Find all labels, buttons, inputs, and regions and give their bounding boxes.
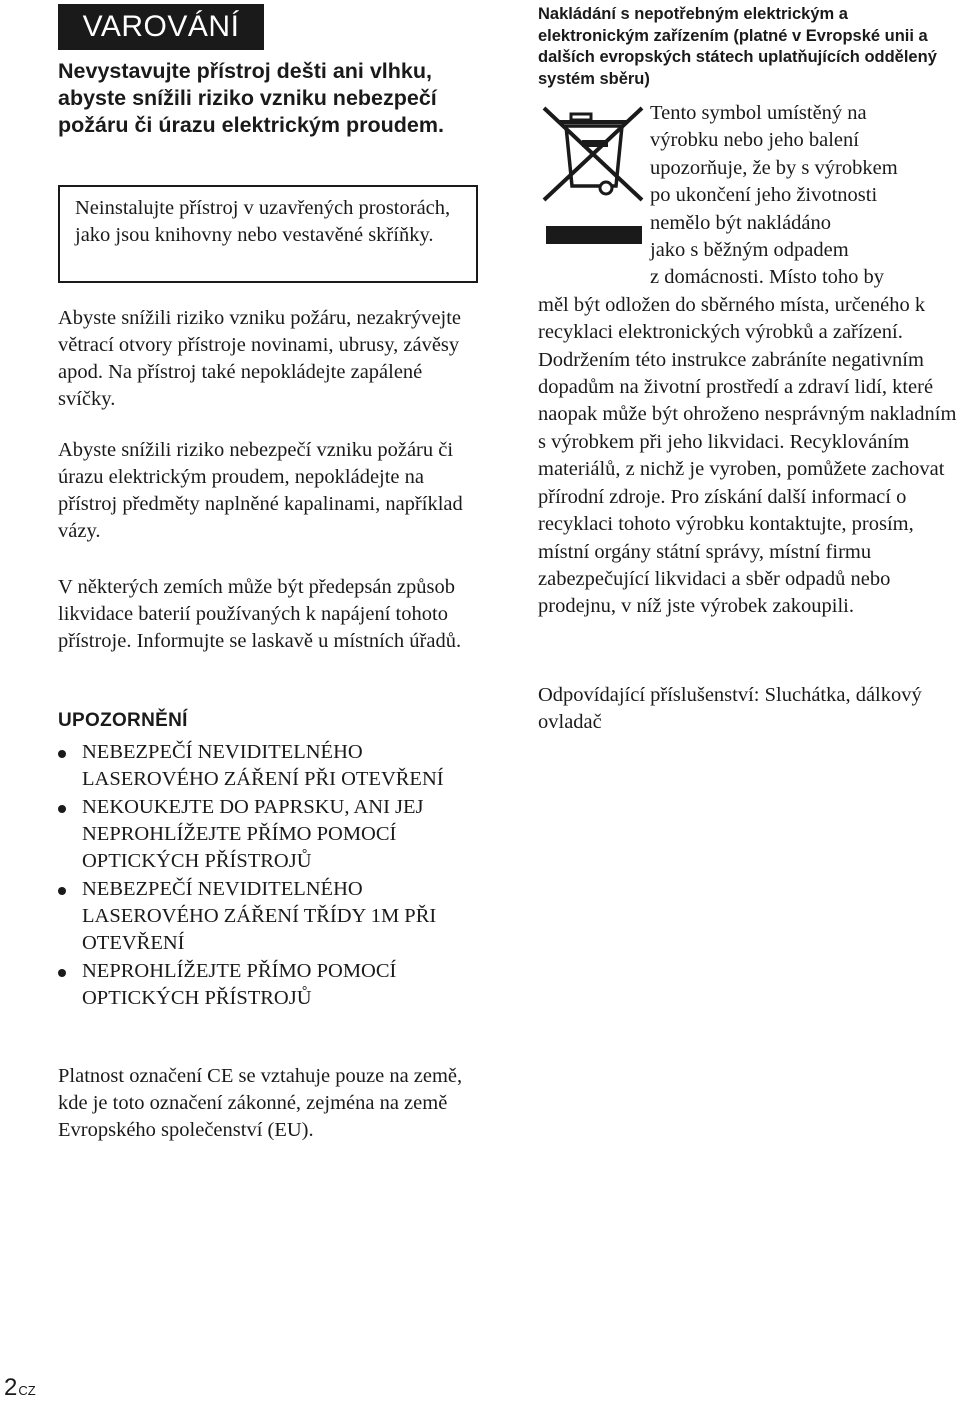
- boxed-installation-note: Neinstalujte přístroj v uzavřených prostorách, jako jsou knihovny nebo vestavěné skříňky.: [58, 185, 478, 283]
- list-item: [58, 958, 488, 1012]
- bullet-icon: [58, 887, 66, 895]
- bullet-icon: [58, 805, 66, 813]
- caution-item-text: NEKOUKEJTE DO PAPRSKU, ANI JEJ NEPROHLÍŽEJTE PŘÍMO POMOCÍ OPTICKÝCH PŘÍSTROJŮ: [82, 796, 424, 872]
- disposal-title: Nakládání s nepotřebným elektrickým a elektronickým zařízením (platné v Evropské unii a dalších evropských státech uplatňujících oddělený systém sběru): [538, 5, 937, 88]
- disposal-line: Tento symbol umístěný na: [650, 102, 867, 124]
- caution-heading: UPOZORNĚNÍ: [58, 710, 188, 731]
- disposal-line: upozorňuje, že by s výrobkem: [650, 156, 898, 179]
- page-number-value: 2: [4, 1374, 18, 1401]
- disposal-line: výrobku nebo jeho balení: [650, 129, 859, 152]
- caution-list: [58, 739, 488, 1013]
- battery-paragraph: V některých zemích může být předepsán způsob likvidace baterií používaných k napájení tohoto přístroje. Informujte se laskavě u místních úřadů.: [58, 576, 462, 652]
- disposal-line: nemělo být nakládáno: [650, 211, 832, 234]
- disposal-line: po ukončení jeho životnosti: [650, 184, 878, 207]
- list-item: [58, 739, 488, 793]
- disposal-text: [538, 100, 960, 621]
- disposal-line: jako s běžným odpadem: [650, 239, 849, 262]
- disposal-body: měl být odložen do sběrného místa, určeného k recyklaci elektronických výrobků a zařízení. Dodržením této instrukce zabráníte negativním dopadům na životní prostředí a zdraví lidí, které naopak může být ohroženo nesprávným nakladním s výrobkem při jeho likvidaci. Recyklováním materiálů, z nichž je vyroben, pomůžete zachovat přírodní zdroje. Pro získání další informací o recyklaci tohoto výrobku kontaktujte, prosím, místní orgány státní správy, místní firmu zabezpečující likvidaci a sběr odpadů nebo prodejnu, v níž jste výrobek zakoupili.: [538, 293, 957, 618]
- liquid-paragraph: Abyste snížili riziko nebezpečí vzniku požáru či úrazu elektrickým proudem, nepokládejte na přístroj předměty naplněné kapalinami, například vázy.: [58, 439, 463, 542]
- accessories-note: Odpovídající příslušenství: Sluchátka, dálkový ovladač: [538, 684, 922, 733]
- warning-intro: Nevystavujte přístroj dešti ani vlhku, abyste snížili riziko vzniku nebezpečí požáru či úrazu elektrickým proudem.: [58, 59, 444, 137]
- bullet-icon: [58, 969, 66, 977]
- ventilation-paragraph: Abyste snížili riziko vzniku požáru, nezakrývejte větrací otvory přístroje novinami, ubrusy, závěsy apod. Na přístroj také nepokládejte zapálené svíčky.: [58, 307, 462, 410]
- list-item: [58, 794, 488, 875]
- disposal-line: z domácnosti. Místo toho by: [650, 266, 885, 289]
- caution-item-text: NEPROHLÍŽEJTE PŘÍMO POMOCÍ OPTICKÝCH PŘÍSTROJŮ: [82, 960, 397, 1009]
- list-item: [58, 876, 488, 957]
- bullet-icon: [58, 750, 66, 758]
- language-code: CZ: [18, 1383, 36, 1398]
- warning-badge: VAROVÁNÍ: [58, 4, 264, 50]
- caution-item-text: NEBEZPEČÍ NEVIDITELNÉHO LASEROVÉHO ZÁŘENÍ TŘÍDY 1M PŘI OTEVŘENÍ: [82, 878, 437, 954]
- caution-item-text: NEBEZPEČÍ NEVIDITELNÉHO LASEROVÉHO ZÁŘENÍ PŘI OTEVŘENÍ: [82, 741, 444, 790]
- ce-note: Platnost označení CE se vztahuje pouze na země, kde je toto označení zákonné, zejména na země Evropského společenství (EU).: [58, 1065, 463, 1141]
